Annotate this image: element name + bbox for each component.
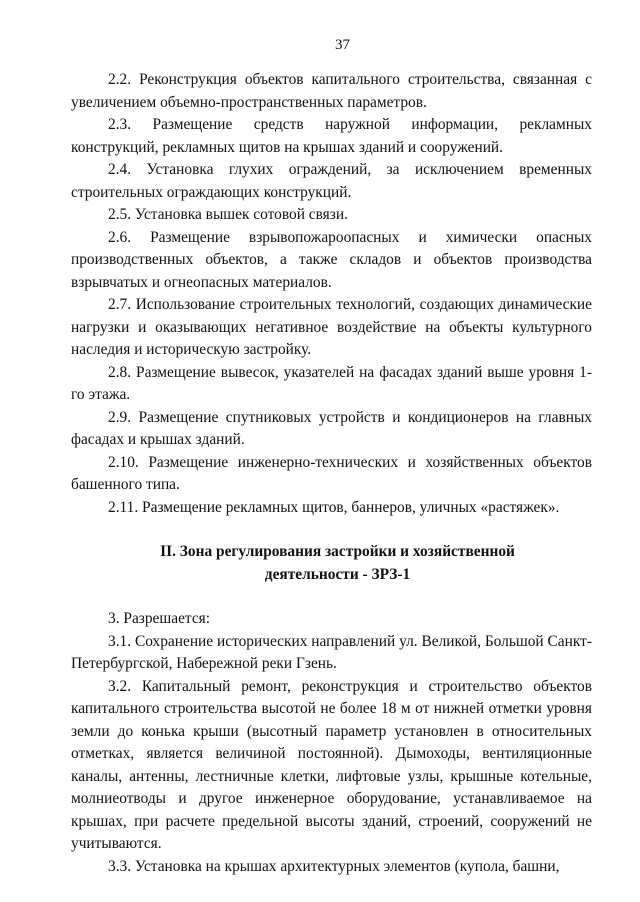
section-title (71, 541, 592, 586)
list-item: 2.7. Использование строительных технологий, создающих динамические нагрузки и оказывающих негативное воздействие на объекты культурного наследия и историческую застройку. (71, 296, 592, 358)
list-item: 2.8. Размещение вывесок, указателей на фасадах зданий выше уровня 1-го этажа. (71, 363, 592, 403)
list-item: 2.10. Размещение инженерно-технических и хозяйственных объектов башенного типа. (71, 453, 592, 493)
permissions-list (71, 608, 592, 878)
section-title-line: II. Зона регулирования застройки и хозяйственной (160, 543, 515, 560)
list-item: 2.4. Установка глухих ограждений, за исключением временных строительных ограждающих конструкций. (71, 161, 592, 201)
list-item: 2.6. Размещение взрывопожароопасных и химически опасных производственных объектов, а также складов и объектов производства взрывчатых и огнеопасных материалов. (71, 228, 592, 291)
list-item: 2.9. Размещение спутниковых устройств и кондиционеров на главных фасадах и крышах зданий. (71, 408, 592, 448)
list-item: 2.2. Реконструкция объектов капитального строительства, связанная с увеличением объемно-пространственных параметров. (71, 71, 592, 111)
prohibitions-list (71, 69, 592, 519)
section-title-line: деятельности - ЗРЗ-1 (264, 565, 411, 583)
list-item: 3.3. Установка на крышах архитектурных элементов (купола, башни, (108, 857, 560, 875)
list-item: 3. Разрешается: (108, 610, 211, 627)
page-number: 37 (335, 37, 350, 53)
list-item: 2.3. Размещение средств наружной информации, рекламных конструкций, рекламных щитов на крышах зданий и сооружений. (71, 116, 592, 156)
list-item: 2.11. Размещение рекламных щитов, баннеров, уличных «растяжек». (108, 498, 560, 516)
list-item: 3.1. Сохранение исторических направлений ул. Великой, Большой Санкт-Петербургской, Набережной реки Гзень. (71, 632, 592, 672)
list-item: 2.5. Установка вышек сотовой связи. (108, 206, 348, 223)
list-item: 3.2. Капитальный ремонт, реконструкция и строительство объектов капитального строительства высотой не более 18 м от нижней отметки уровня земли до конька крыши (высотный параметр установлен в относительных отметках, является величиной постоянной). Дымоходы, вентиляционные каналы, антенны, лестничные клетки, лифтовые узлы, крышные котельные, молниеотводы и другое инженерное оборудование, устанавливаемое на крышах, при расчете предельной высоты зданий, строений, сооружений не учитываются. (71, 677, 592, 852)
